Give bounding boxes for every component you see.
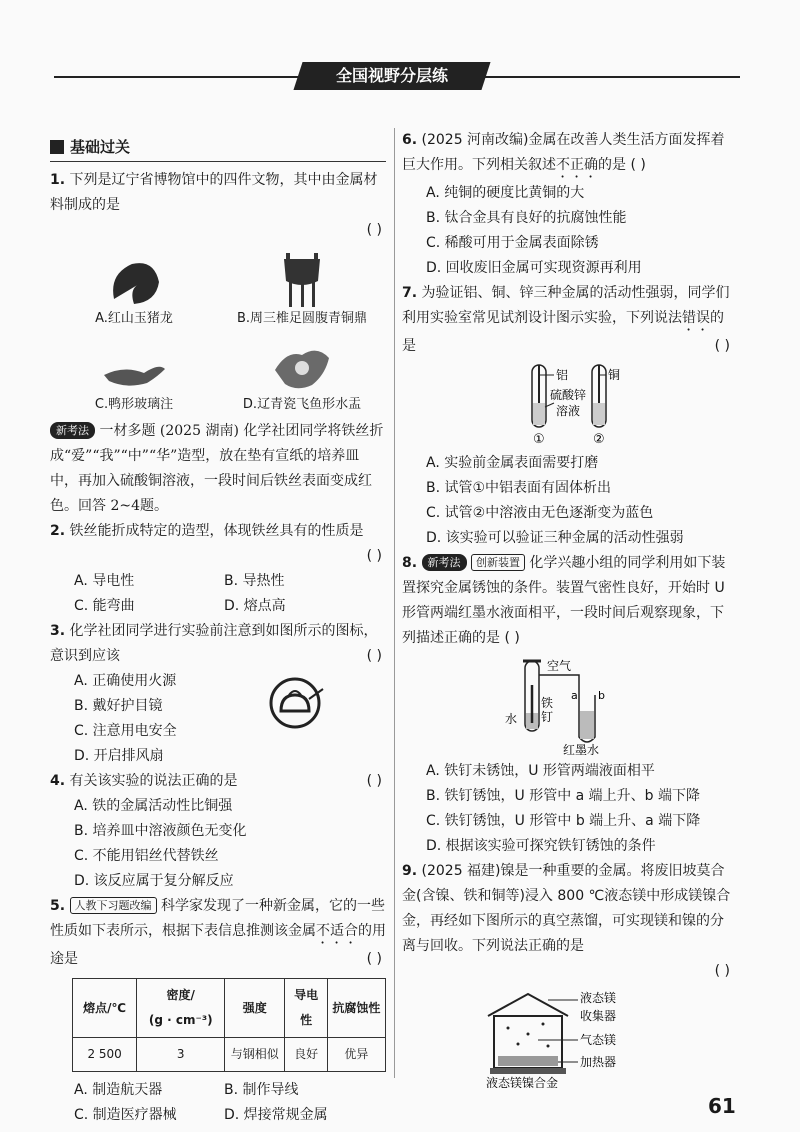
svg-text:收集器: 收集器: [580, 1009, 617, 1023]
heating-hazard-icon: [265, 677, 327, 729]
shared-stem: 新考法 一材多题 (2025 湖南) 化学社团同学将铁丝折成“爱”“我”“中”“华”造型，放在垫有宣纸的培养皿中，再加入硫酸铜溶液，一段时间后铁丝表面变成红色。回答 2~4题。: [50, 423, 384, 514]
svg-text:空气: 空气: [547, 659, 572, 673]
question-4: 4. 有关该实验的说法正确的是 ( ) A. 铁的金属活动性比铜强 B. 培养皿中溶液颜色无变化 C. 不能用铝丝代替铁丝 D. 该反应属于复分解反应: [50, 773, 382, 889]
section-heading: 基础过关: [50, 136, 386, 162]
question-1: 1. 下列是辽宁省博物馆中的四件文物，其中由金属材料制成的是 ( ) A.红山玉猪龙 B.周三椎足圆腹青铜鼎 C.鸭形玻璃注 D.辽青瓷飞鱼形水盂: [50, 168, 386, 415]
celadon-fish-image: [267, 340, 337, 395]
svg-text:钉: 钉: [541, 710, 554, 724]
question-5: 5. 人教下习题改编 科学家发现了一种新金属，它的一些性质如下表所示，根据下表信息推测该金属不适合的用途是 ( ) 熔点/℃ 密度/ (g · cm⁻³) 强度 导电性 抗腐蚀性 2 500 3 与钢相似 良好 优异 A. 制造航天器 B. 制作导线 C. 制造医疗器械 D. 焊接常规金属: [50, 898, 386, 1123]
banner-title: 全国视野分层练: [335, 66, 448, 85]
question-3: 3. 化学社团同学进行实验前注意到如图所示的图标，意识到应该 ( ) A. 正确使用火源 B. 戴好护目镜 C. 注意用电安全 D. 开启排风扇: [50, 623, 382, 764]
pen-icon: [50, 140, 64, 154]
artifact-images: A.红山玉猪龙 B.周三椎足圆腹青铜鼎 C.鸭形玻璃注 D.辽青瓷飞鱼形水盂: [50, 247, 386, 415]
left-column: [50, 128, 386, 1128]
glass-duck-image: [99, 355, 169, 395]
svg-text:铝: 铝: [556, 368, 569, 382]
question-7: 7. 为验证铝、铜、锌三种金属的活动性强弱，同学们利用实验室常见试剂设计图示实验，下列说法错误的是 ( ) 铝 铜 硫酸锌 溶液 ① ② A. 实验前金属表面需要打磨 B. 试管①中铝表面有固体析出 C. 试管②中溶液由无色逐渐变为蓝色 D. 该实验可以验证三种金属的活动性强弱: [402, 285, 730, 546]
svg-text:水: 水: [505, 712, 518, 726]
jade-dragon-image: [104, 254, 164, 309]
column-divider: [394, 128, 395, 1078]
header-rule-left: [54, 76, 300, 78]
question-9: 9. (2025 福建)镍是一种重要的金属。将废旧坡莫合金(含镍、铁和铜等)浸入 800 ℃液态镁中形成镁镍合金，再经如下图所示的真空蒸馏，可实现镁和镍的分离与回收。下列说法正确的是 ( ) 液态镁 收集器 气态镁 加热器 液态镁镍合金: [402, 863, 731, 1088]
rust-apparatus-figure: [503, 655, 633, 755]
svg-text:红墨水: 红墨水: [563, 743, 600, 755]
question-8: 8. 新考法 创新装置 化学兴趣小组的同学利用如下装置探究金属锈蚀的条件。装置气密性良好，开始时 U 形管两端红墨水液面相平，一段时间后观察现象，下列描述正确的是 ( ) 空气 水 铁 钉 a b 红墨水 A. 铁钉未锈蚀，U 形管两端液面相平 B. 铁钉锈蚀，U 形管中 a 端上升、b 端下降 C. 铁钉锈蚀，U 形管中 b 端上升、a 端下降 D. 根据该实验可探究铁钉锈蚀的条件: [402, 555, 726, 854]
test-tube-figure: [508, 363, 628, 447]
textbook-icon: 人教下习题改编: [70, 897, 157, 914]
answer-paren: ( ): [366, 222, 382, 238]
svg-text:①: ①: [533, 432, 545, 447]
vacuum-distillation-figure: [468, 988, 668, 1088]
svg-text:硫酸锌: 硫酸锌: [550, 388, 587, 402]
svg-text:溶液: 溶液: [556, 404, 581, 418]
svg-text:②: ②: [593, 432, 605, 447]
section-banner: [293, 62, 490, 90]
svg-text:液态镁: 液态镁: [580, 991, 617, 1005]
right-column: [402, 128, 734, 1092]
page-number: 61: [708, 1094, 736, 1118]
svg-text:a: a: [571, 689, 578, 702]
svg-text:液态镁镍合金: 液态镁镍合金: [486, 1076, 559, 1088]
question-6: 6. (2025 河南改编)金属在改善人类生活方面发挥着巨大作用。下列相关叙述不正确的是 ( ) A. 纯铜的硬度比黄铜的大 B. 钛合金具有良好的抗腐蚀性能 C. 稀酸可用于金属表面除锈 D. 回收废旧金属可实现资源再利用: [402, 132, 725, 276]
svg-text:铁: 铁: [541, 696, 554, 710]
svg-text:气态镁: 气态镁: [580, 1033, 617, 1047]
header-rule-right: [484, 76, 740, 78]
bronze-ding-image: [272, 251, 332, 309]
svg-text:铜: 铜: [608, 368, 621, 382]
svg-text:加热器: 加热器: [580, 1055, 617, 1069]
svg-text:b: b: [598, 689, 605, 702]
property-table: 熔点/℃ 密度/ (g · cm⁻³) 强度 导电性 抗腐蚀性 2 500 3 与钢相似 良好 优异: [72, 978, 386, 1072]
question-2: 2. 铁丝能折成特定的造型，体现铁丝具有的性质是 ( ) A. 导电性 B. 导热性 C. 能弯曲 D. 熔点高: [50, 523, 382, 614]
